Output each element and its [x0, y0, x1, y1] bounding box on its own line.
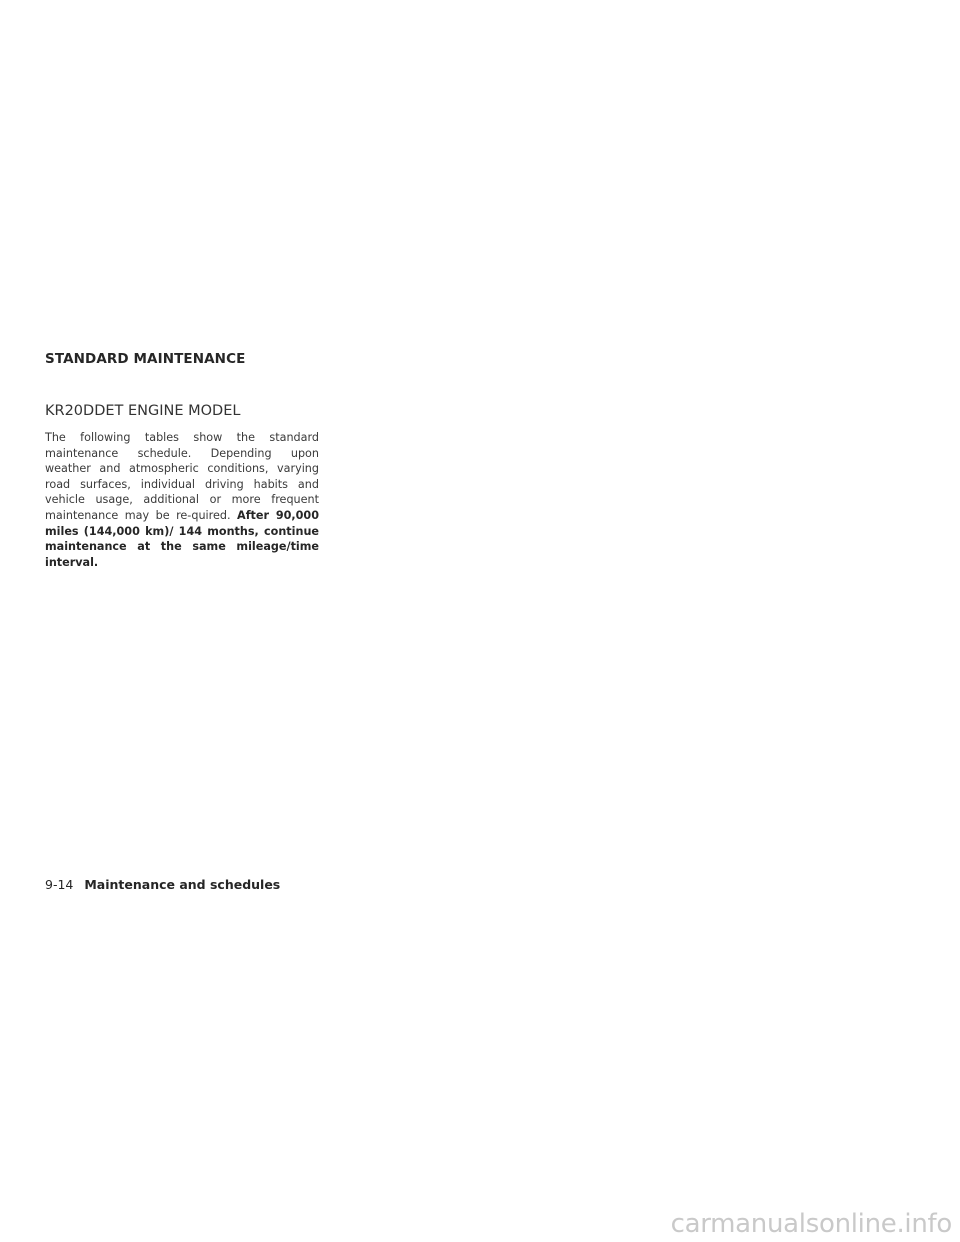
section-heading: STANDARD MAINTENANCE	[45, 351, 246, 367]
watermark-text: carmanualsonline.info	[670, 1209, 952, 1239]
page-number: 9-14	[45, 877, 74, 892]
body-paragraph	[45, 430, 319, 570]
chapter-title: Maintenance and schedules	[84, 877, 281, 892]
body-text: The following tables show the standard maintenance schedule. Depending upon weather and atmospheric conditions, varying road surfaces, individual driving habits and vehicle usage, additional or more frequent maintenance may be re-quired.	[45, 431, 319, 522]
page-footer	[45, 877, 280, 892]
body-bold-text: After 90,000 miles (144,000 km)/ 144 months, continue maintenance at the same mileage/time interval.	[45, 508, 319, 569]
subsection-heading: KR20DDET ENGINE MODEL	[45, 403, 241, 419]
